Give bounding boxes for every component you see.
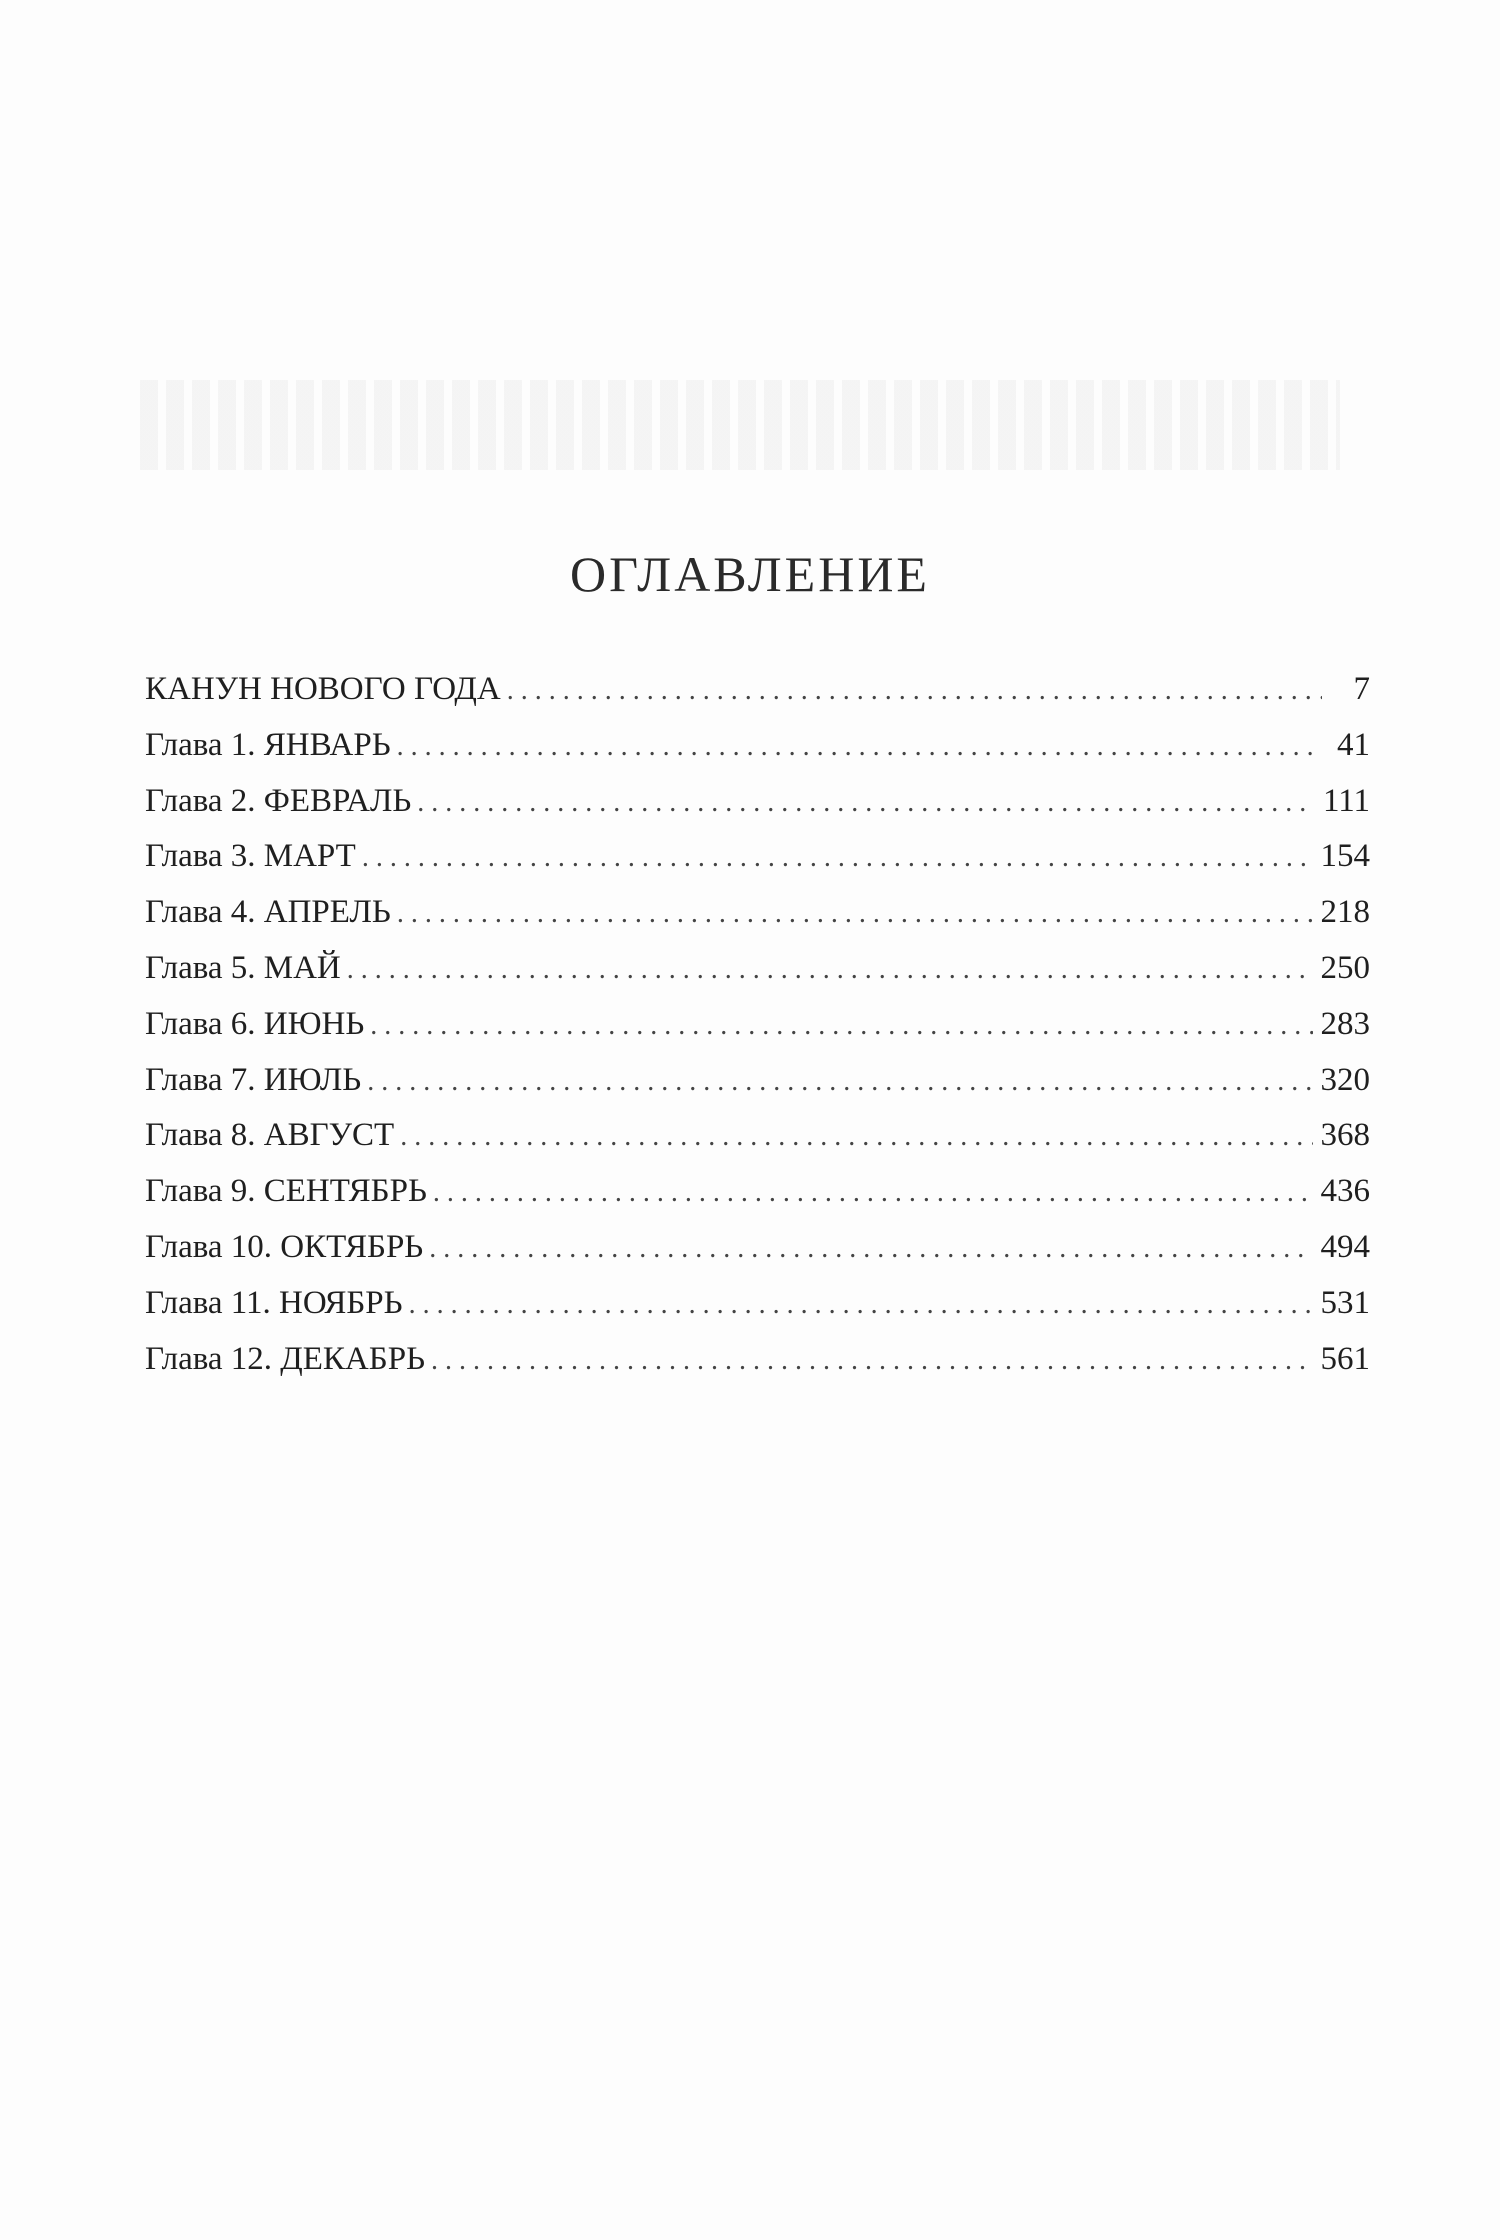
toc-entry-chapter-10[interactable] xyxy=(145,1220,1370,1276)
toc-entry-chapter-8[interactable] xyxy=(145,1108,1370,1164)
toc-entry-title: Глава 4. АПРЕЛЬ xyxy=(145,894,391,931)
toc-entry-title: Глава 6. ИЮНЬ xyxy=(145,1005,365,1042)
toc-entry-page: 368 xyxy=(1320,1117,1370,1154)
toc-entry-chapter-2[interactable] xyxy=(145,774,1370,830)
toc-entry-prologue[interactable] xyxy=(145,662,1370,718)
toc-list xyxy=(145,662,1370,1387)
dot-leader xyxy=(362,830,1313,885)
toc-entry-chapter-12[interactable] xyxy=(145,1332,1370,1388)
toc-entry-page: 436 xyxy=(1320,1173,1370,1210)
toc-entry-title: Глава 9. СЕНТЯБРЬ xyxy=(145,1173,427,1210)
dot-leader xyxy=(367,1054,1312,1109)
dot-leader xyxy=(507,663,1322,718)
toc-entry-title: Глава 8. АВГУСТ xyxy=(145,1117,395,1154)
toc-entry-page: 283 xyxy=(1320,1005,1370,1042)
dot-leader xyxy=(417,775,1315,830)
dot-leader xyxy=(433,1165,1313,1220)
dot-leader xyxy=(347,942,1313,997)
toc-entry-title: Глава 10. ОКТЯБРЬ xyxy=(145,1228,424,1265)
toc-entry-title: Глава 3. МАРТ xyxy=(145,838,356,875)
toc-entry-chapter-3[interactable] xyxy=(145,829,1370,885)
toc-entry-chapter-6[interactable] xyxy=(145,997,1370,1053)
show-through-text xyxy=(140,380,1340,470)
toc-entry-page: 7 xyxy=(1353,671,1370,707)
toc-entry-chapter-4[interactable] xyxy=(145,885,1370,941)
dot-leader xyxy=(370,998,1312,1053)
toc-entry-page: 320 xyxy=(1320,1061,1370,1098)
dot-leader xyxy=(429,1221,1312,1276)
dot-leader xyxy=(431,1333,1312,1388)
dot-leader xyxy=(409,1277,1313,1332)
toc-entry-title: Глава 5. МАЙ xyxy=(145,949,341,986)
toc-entry-title: Глава 2. ФЕВРАЛЬ xyxy=(145,782,412,819)
toc-entry-page: 41 xyxy=(1337,726,1370,763)
toc-entry-chapter-1[interactable] xyxy=(145,718,1370,774)
toc-entry-chapter-9[interactable] xyxy=(145,1164,1370,1220)
toc-entry-page: 531 xyxy=(1320,1284,1370,1321)
toc-entry-title: Глава 12. ДЕКАБРЬ xyxy=(145,1340,426,1377)
toc-heading: ОГЛАВЛЕНИЕ xyxy=(570,546,930,602)
toc-entry-page: 494 xyxy=(1320,1228,1370,1265)
dot-leader xyxy=(400,1109,1312,1164)
toc-entry-page: 218 xyxy=(1320,894,1370,931)
toc-entry-chapter-7[interactable] xyxy=(145,1053,1370,1109)
dot-leader xyxy=(397,886,1313,941)
toc-entry-page: 154 xyxy=(1320,838,1370,875)
toc-entry-page: 111 xyxy=(1322,782,1370,819)
toc-entry-chapter-11[interactable] xyxy=(145,1276,1370,1332)
dot-leader xyxy=(397,719,1322,774)
toc-entry-title: Глава 1. ЯНВАРЬ xyxy=(145,726,391,763)
toc-entry-chapter-5[interactable] xyxy=(145,941,1370,997)
toc-entry-title: КАНУН НОВОГО ГОДА xyxy=(145,671,501,707)
toc-entry-title: Глава 11. НОЯБРЬ xyxy=(145,1284,403,1321)
toc-entry-page: 250 xyxy=(1320,949,1370,986)
toc-entry-page: 561 xyxy=(1320,1340,1370,1377)
toc-entry-title: Глава 7. ИЮЛЬ xyxy=(145,1061,362,1098)
